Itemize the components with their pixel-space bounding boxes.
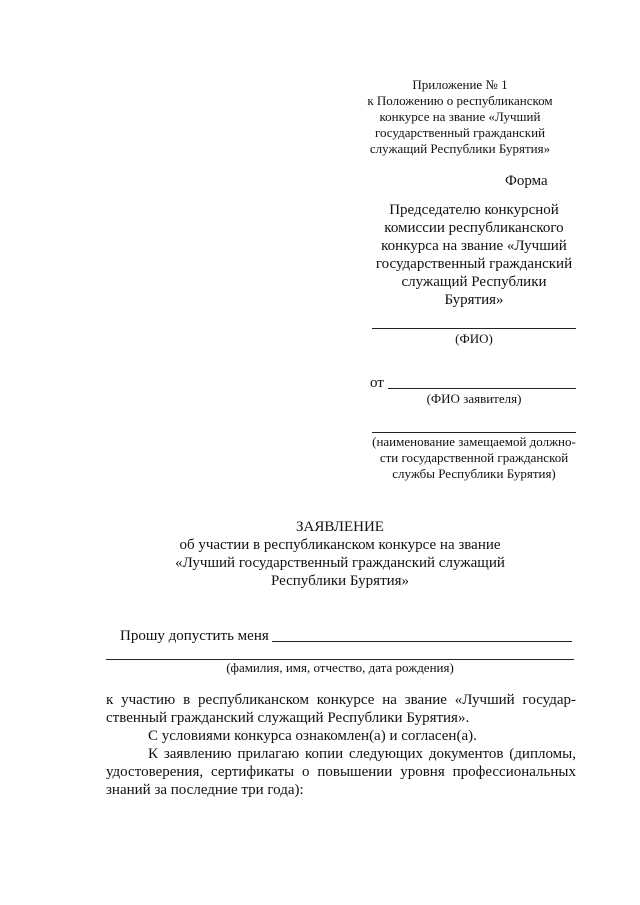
addressee-line-2: комиссии республиканского [384, 220, 564, 236]
document-title [0, 518, 640, 590]
form-label: Форма [505, 173, 548, 189]
annex-line-5: служащий Республики Бурятия» [369, 141, 551, 156]
position-caption-line-2: сти государственной гражданской [379, 450, 569, 465]
addressee-line-5: служащий Республики [401, 274, 547, 290]
body-p3-line-2: удостоверения, сертификаты о повышении уровня профессиональных [106, 764, 576, 780]
annex-line-2: к Положению о республиканском [367, 93, 553, 108]
from-label: от [370, 375, 384, 391]
addressee-block [370, 201, 578, 309]
addressee-line-4: государственный гражданский [375, 256, 573, 272]
chairman-fio-caption: (ФИО) [455, 331, 493, 346]
annex-line-1: Приложение № 1 [412, 77, 508, 92]
annex-header [350, 77, 570, 157]
body-p1-line-1: к участию в республиканском конкурсе на звание «Лучший государ- [106, 692, 576, 708]
addressee-line-6: Бурятия» [444, 292, 504, 308]
chairman-fio-blank[interactable] [372, 328, 576, 329]
applicant-fio-caption: (ФИО заявителя) [426, 391, 522, 406]
request-caption: (фамилия, имя, отчество, дата рождения) [226, 660, 454, 675]
body-p3-line-1: К заявлению прилагаю копии следующих документов (дипломы, [148, 746, 576, 762]
applicant-fio-blank[interactable] [388, 388, 576, 389]
body-p2: С условиями конкурса ознакомлен(а) и согласен(а). [148, 728, 477, 744]
annex-line-3: конкурсе на звание «Лучший [379, 109, 541, 124]
title-heading: ЗАЯВЛЕНИЕ [296, 519, 384, 535]
title-line-2: «Лучший государственный гражданский служащий [175, 555, 505, 571]
addressee-line-3: конкурса на звание «Лучший [381, 238, 567, 254]
request-label: Прошу допустить меня [120, 628, 269, 644]
addressee-line-1: Председателю конкурсной [389, 202, 559, 218]
request-name-blank[interactable] [272, 641, 572, 642]
body-p1-line-2: ственный гражданский служащий Республики Бурятия». [106, 710, 470, 726]
position-blank[interactable] [372, 432, 576, 433]
body-p3-line-3: знаний за последние три года): [106, 782, 304, 798]
position-caption [368, 434, 580, 482]
title-line-1: об участии в республиканском конкурсе на звание [179, 537, 501, 553]
annex-line-4: государственный гражданский [374, 125, 546, 140]
title-line-3: Республики Бурятия» [270, 573, 410, 589]
position-caption-line-1: (наименование замещаемой должно- [372, 434, 576, 449]
position-caption-line-3: службы Республики Бурятия) [392, 466, 556, 481]
